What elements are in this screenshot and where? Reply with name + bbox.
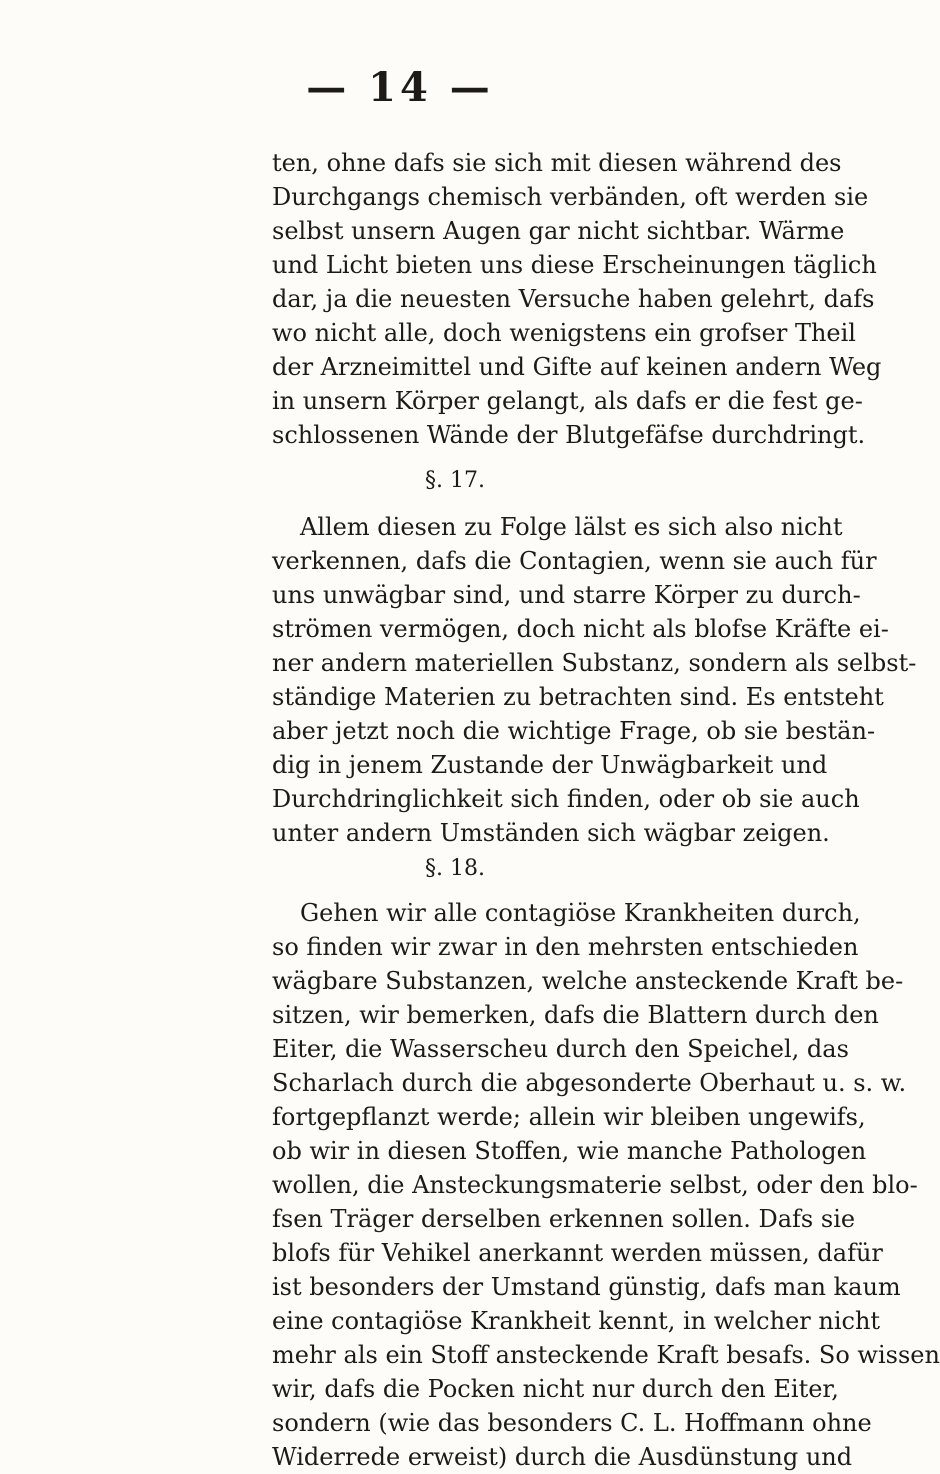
text-line: ob wir in diesen Stoffen, wie manche Pathologen	[272, 1137, 867, 1165]
text-line: Durchdringlichkeit sich finden, oder ob sie auch	[272, 785, 860, 813]
text-line: unter andern Umständen sich wägbar zeigen.	[272, 819, 830, 847]
section-heading-17: §. 17.	[425, 468, 485, 493]
text-line: ständige Materien zu betrachten sind. Es entsteht	[272, 683, 884, 711]
text-line: wollen, die Ansteckungsmaterie selbst, oder den blo-	[272, 1171, 918, 1199]
text-line: Scharlach durch die abgesonderte Oberhaut u. s. w.	[272, 1069, 907, 1097]
text-line: wo nicht alle, doch wenigstens ein grofser Theil	[272, 319, 856, 347]
text-line: schlossenen Wände der Blutgefäfse durchdringt.	[272, 421, 866, 449]
text-line: sondern (wie das besonders C. L. Hoffmann ohne	[272, 1409, 872, 1437]
text-line: wir, dafs die Pocken nicht nur durch den Eiter,	[272, 1375, 839, 1403]
text-line: in unsern Körper gelangt, als dafs er die fest ge-	[272, 387, 863, 415]
text-line: ten, ohne dafs sie sich mit diesen während des	[272, 149, 842, 177]
section-heading-18: §. 18.	[425, 856, 485, 881]
text-line: selbst unsern Augen gar nicht sichtbar. Wärme	[272, 217, 845, 245]
text-line: ner andern materiellen Substanz, sondern als selbst-	[272, 649, 917, 677]
text-line: Allem diesen zu Folge lälst es sich also nicht	[300, 513, 843, 541]
text-line: dig in jenem Zustande der Unwägbarkeit und	[272, 751, 828, 779]
text-line: fortgepflanzt werde; allein wir bleiben ungewifs,	[272, 1103, 866, 1131]
text-line: strömen vermögen, doch nicht als blofse Kräfte ei-	[272, 615, 889, 643]
text-line: der Arzneimittel und Gifte auf keinen andern Weg	[272, 353, 882, 381]
page-number: — 14 —	[306, 64, 494, 111]
text-line: Gehen wir alle contagiöse Krankheiten durch,	[300, 899, 861, 927]
text-line: Durchgangs chemisch verbänden, oft werden sie	[272, 183, 869, 211]
text-line: mehr als ein Stoff ansteckende Kraft besafs. So wissen	[272, 1341, 940, 1369]
text-line: eine contagiöse Krankheit kennt, in welcher nicht	[272, 1307, 881, 1335]
text-line: wägbare Substanzen, welche ansteckende Kraft be-	[272, 967, 904, 995]
text-line: so finden wir zwar in den mehrsten entschieden	[272, 933, 859, 961]
text-line: Eiter, die Wasserscheu durch den Speichel, das	[272, 1035, 849, 1063]
text-line: und Licht bieten uns diese Erscheinungen täglich	[272, 251, 877, 279]
paragraph-continuation	[272, 146, 882, 452]
text-line: Widerrede erweist) durch die Ausdünstung und	[272, 1443, 853, 1471]
text-line: verkennen, dafs die Contagien, wenn sie auch für	[272, 547, 877, 575]
section-18-paragraph	[272, 896, 940, 1474]
text-line: sitzen, wir bemerken, dafs die Blattern durch den	[272, 1001, 879, 1029]
text-line: aber jetzt noch die wichtige Frage, ob sie bestän-	[272, 717, 876, 745]
section-17-paragraph	[272, 510, 917, 850]
text-line: dar, ja die neuesten Versuche haben gelehrt, dafs	[272, 285, 875, 313]
text-line: blofs für Vehikel anerkannt werden müssen, dafür	[272, 1239, 883, 1267]
text-line: uns unwägbar sind, und starre Körper zu durch-	[272, 581, 861, 609]
text-line: fsen Träger derselben erkennen sollen. Dafs sie	[272, 1205, 856, 1233]
text-line: ist besonders der Umstand günstig, dafs man kaum	[272, 1273, 901, 1301]
